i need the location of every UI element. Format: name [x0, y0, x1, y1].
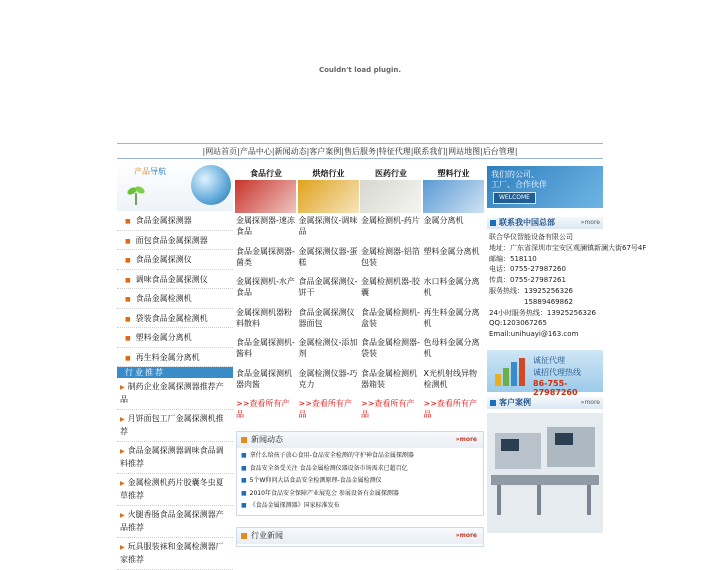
recommend-item[interactable]	[117, 474, 233, 506]
recommend-list	[117, 378, 233, 570]
contact-header	[487, 217, 603, 229]
nav-separator: |	[271, 147, 275, 156]
news-item[interactable]	[241, 488, 479, 501]
contact-line: 传真：0755-27987261	[489, 276, 566, 285]
view-all-products-link[interactable]: >>查看所有产品	[361, 399, 415, 419]
top-navigation	[117, 143, 603, 159]
nav-separator: |	[202, 147, 206, 156]
recommend-label: 玩具服装袜和金属检测器厂家推荐	[120, 542, 224, 564]
news-headline: 食品安全备受关注 食品金属检测仪器设备市场需求已超百亿	[249, 464, 408, 472]
industry-news-title: 行业新闻	[251, 531, 283, 540]
product-link[interactable]: 塑料金属分离机	[423, 246, 480, 256]
bullet-icon: ▶	[120, 512, 125, 519]
contact-line: QQ:1203067265	[489, 319, 547, 328]
bullet-icon: ■	[125, 257, 131, 264]
industry-news-panel	[236, 527, 484, 547]
nav-link-0[interactable]: 网站首页	[205, 147, 238, 156]
plugin-error-message: Couldn't load plugin.	[318, 66, 402, 74]
bullet-icon: ▶	[120, 384, 125, 391]
nav-separator: |	[514, 147, 518, 156]
industry-image[interactable]	[235, 180, 296, 213]
category-item[interactable]	[117, 309, 233, 329]
industry-tab[interactable]: 塑料行业	[437, 169, 470, 178]
welcome-button[interactable]: WELCOME	[493, 192, 536, 204]
contact-line: Email:unihuayi@163.com	[489, 330, 579, 339]
contact-line: 24小时服务热线：13925256326	[489, 308, 596, 317]
industry-image[interactable]	[298, 180, 359, 213]
news-item[interactable]	[241, 500, 479, 513]
nav-link-7[interactable]: 网站地图	[448, 147, 481, 156]
category-label: 食品金属检测机	[135, 294, 192, 303]
product-nav-title	[134, 166, 166, 177]
agent-banner-sub: 诚招代理热线	[533, 367, 581, 377]
bullet-icon: ■	[241, 489, 247, 497]
cases-bullet-icon	[490, 400, 496, 406]
industry-news-bullet-icon	[241, 533, 247, 539]
bullet-icon: ■	[241, 477, 247, 484]
nav-separator: |	[306, 147, 310, 156]
product-link[interactable]: 食品金属探测机器肉酱	[236, 368, 292, 389]
machine-photo-icon	[487, 413, 603, 533]
company-banner-line1: 我们的公司、	[491, 170, 539, 179]
industry-image[interactable]	[360, 180, 421, 213]
bullet-icon: ■	[125, 237, 131, 245]
contact-line: 联合华仪智能设备有限公司	[489, 233, 573, 241]
plant-icon	[123, 181, 149, 207]
product-link[interactable]: 食品金属检测机-盒装	[361, 307, 420, 328]
contact-info	[487, 229, 647, 343]
agent-banner-title: 诚征代理	[533, 355, 565, 365]
contact-line: 地址：广东省深圳市宝安区观澜镇新澜大街67号4F	[489, 243, 647, 252]
category-label: 塑料金属分离机	[135, 333, 192, 342]
product-link[interactable]: 食品金属探测器-菌类	[236, 246, 295, 267]
recommend-label: 金属检测机药片胶囊冬虫夏草推荐	[120, 478, 224, 500]
news-panel	[236, 431, 484, 516]
contact-title: 联系我中国总部	[499, 218, 555, 227]
nav-link-2[interactable]: 新闻动态	[274, 147, 307, 156]
nav-separator: |	[341, 147, 344, 156]
bullet-icon: ■	[125, 335, 131, 342]
news-item[interactable]	[241, 450, 479, 463]
left-column	[117, 161, 233, 570]
view-all-products-link[interactable]: >>查看所有产品	[298, 399, 352, 419]
agent-banner-phone: 86-755-27987260	[533, 378, 578, 397]
news-bullet-icon	[241, 437, 247, 443]
bullet-icon: ■	[125, 315, 131, 323]
recommend-item[interactable]	[117, 410, 233, 442]
category-item[interactable]	[117, 289, 233, 309]
news-headline: 拿什么给孩子放心食用-食品安全检测的守护神食品金属探测器	[249, 452, 414, 459]
cases-image[interactable]	[487, 413, 603, 533]
contact-bullet-icon	[490, 220, 496, 226]
nav-separator: |	[376, 147, 379, 156]
product-link[interactable]: 金属探测仪-调味品	[298, 216, 358, 236]
nav-link-6[interactable]: 联系我们	[413, 147, 446, 156]
product-link[interactable]: 色母料金属分离机	[423, 338, 480, 358]
bullet-icon: ■	[241, 464, 247, 472]
product-nav-title-a: 产品	[134, 167, 150, 176]
industry-image[interactable]	[423, 180, 484, 213]
bullet-icon: ▶	[120, 544, 125, 551]
nav-link-1[interactable]: 产品中心	[239, 147, 272, 156]
product-link[interactable]: 金属探测仪器-蛋糕	[298, 246, 358, 267]
category-item[interactable]	[117, 348, 233, 368]
category-label: 调味食品金属探测仪	[135, 274, 208, 284]
nav-link-5[interactable]: 特征代理	[378, 147, 411, 156]
category-label: 面包食品金属探测器	[135, 235, 208, 245]
news-panel-title: 新闻动态	[251, 435, 283, 444]
contact-line: 电话：0755-27987260	[489, 265, 566, 274]
industry-column	[423, 168, 485, 422]
category-label: 食品金属探测器	[135, 216, 192, 225]
category-label: 袋装食品金属检测机	[135, 313, 208, 323]
bullet-icon: ■	[125, 354, 131, 362]
product-link[interactable]: 金属检测器-铝箔包装	[361, 246, 420, 267]
bullet-icon: ■	[241, 502, 247, 509]
contact-line: 15889469862	[489, 297, 573, 306]
industry-column	[360, 168, 422, 422]
globe-icon	[191, 165, 231, 205]
category-item[interactable]	[117, 231, 233, 251]
product-link[interactable]: 食品金属检测器-袋装	[361, 338, 420, 358]
product-link[interactable]: 水口料金属分离机	[423, 277, 480, 297]
company-banner-line2: 工厂、合作伙伴	[491, 180, 547, 189]
product-link[interactable]: 金属分离机	[423, 216, 464, 225]
nav-link-3[interactable]: 客户案例	[309, 147, 342, 156]
category-label: 再生料金属分离机	[135, 352, 200, 362]
category-list	[117, 211, 233, 367]
recommend-label: 火腿香肠食品金属探测器产品推荐	[120, 510, 224, 532]
industry-tab[interactable]: 医药行业	[375, 169, 407, 178]
product-link[interactable]: 金属检测机器-胶囊	[361, 277, 420, 297]
product-link[interactable]: 食品金属探测仪器面包	[298, 307, 355, 328]
nav-separator: |	[237, 147, 240, 156]
nav-separator: |	[480, 147, 483, 156]
bullet-icon: ▶	[120, 416, 125, 423]
view-all-products-link[interactable]: >>查看所有产品	[423, 399, 477, 419]
news-list	[237, 448, 483, 515]
news-more-link[interactable]: »more	[455, 436, 477, 443]
recommend-item[interactable]	[117, 538, 233, 570]
category-item[interactable]	[117, 270, 233, 290]
product-link[interactable]: 金属探测机器粉料散料	[236, 307, 292, 328]
product-link[interactable]: 金属检测仪-添加剂	[298, 338, 358, 358]
news-panel-header	[237, 432, 483, 448]
category-label: 食品金属探测仪	[135, 255, 192, 264]
bar-chart-icon	[493, 356, 529, 388]
recommend-item[interactable]	[117, 506, 233, 538]
news-headline: 5个W仰问大话食品安全检测原理-食品金属检测仪	[249, 477, 382, 484]
right-column	[487, 166, 647, 533]
news-item[interactable]	[241, 475, 479, 488]
bullet-icon: ■	[125, 276, 131, 284]
industry-column	[235, 168, 297, 422]
product-link[interactable]: X光机射线异物检测机	[423, 368, 477, 389]
bullet-icon: ■	[125, 296, 131, 303]
industry-news-header	[237, 528, 483, 544]
product-link[interactable]: 金属探测机-水产食品	[236, 277, 295, 297]
product-nav-header	[117, 161, 233, 211]
product-link[interactable]: 金属探测器-速冻食品	[236, 216, 295, 236]
industry-tab[interactable]: 烘焙行业	[312, 169, 345, 178]
nav-separator: |	[410, 147, 414, 156]
product-link[interactable]: 再生料金属分离机	[423, 307, 480, 328]
bullet-icon: ■	[241, 452, 247, 459]
industry-tab[interactable]: 食品行业	[250, 169, 282, 178]
product-link[interactable]: 金属检测仪器-巧克力	[298, 368, 358, 389]
contact-more-link[interactable]: »more	[580, 219, 600, 226]
news-headline: 2010年食品安全保障产业展览会 参展设备有金属探测器	[249, 489, 399, 497]
bullet-icon: ■	[125, 218, 131, 225]
recommend-label: 制药企业金属探测器推荐产品	[120, 382, 224, 404]
product-nav-title-b: 导航	[150, 167, 166, 176]
category-item[interactable]	[117, 250, 233, 270]
product-link[interactable]: 金属检测机-药片	[361, 216, 420, 225]
category-item[interactable]	[117, 328, 233, 348]
industry-news-more-link[interactable]: »more	[455, 532, 477, 539]
bullet-icon: ▶	[120, 480, 125, 487]
nav-link-4[interactable]: 售后服务	[344, 147, 376, 156]
recommend-item[interactable]	[117, 378, 233, 410]
contact-line: 邮编：518110	[489, 254, 537, 263]
recommend-label: 月饼面包工厂金属探测机推荐	[120, 414, 224, 436]
industry-recommend-header: 行业推荐	[117, 367, 233, 378]
recommend-label: 食品金属探测器调味食品调料推荐	[120, 446, 224, 468]
contact-line: 服务热线：13925256326	[489, 286, 573, 295]
category-item[interactable]	[117, 211, 233, 231]
product-link[interactable]: 食品金属检测机器箱装	[361, 368, 417, 389]
cases-more-link[interactable]: »more	[580, 398, 600, 406]
cases-title: 客户案例	[499, 397, 531, 407]
product-link[interactable]: 食品金属探测机-酱料	[236, 338, 295, 358]
product-link[interactable]: 食品金属探测仪-饼干	[298, 277, 358, 297]
cases-header	[487, 397, 603, 409]
nav-link-8[interactable]: 后台管理	[482, 147, 515, 156]
company-banner[interactable]	[487, 166, 603, 208]
view-all-products-link[interactable]: >>查看所有产品	[236, 399, 290, 419]
agent-banner[interactable]	[487, 350, 603, 397]
recommend-item[interactable]	[117, 442, 233, 474]
industry-column	[298, 168, 360, 422]
nav-separator: |	[445, 147, 449, 156]
news-item[interactable]	[241, 463, 479, 476]
bullet-icon: ▶	[120, 448, 125, 455]
plugin-placeholder	[0, 0, 720, 142]
news-headline: 《食品金属探测器》国家标准发布	[249, 502, 340, 509]
